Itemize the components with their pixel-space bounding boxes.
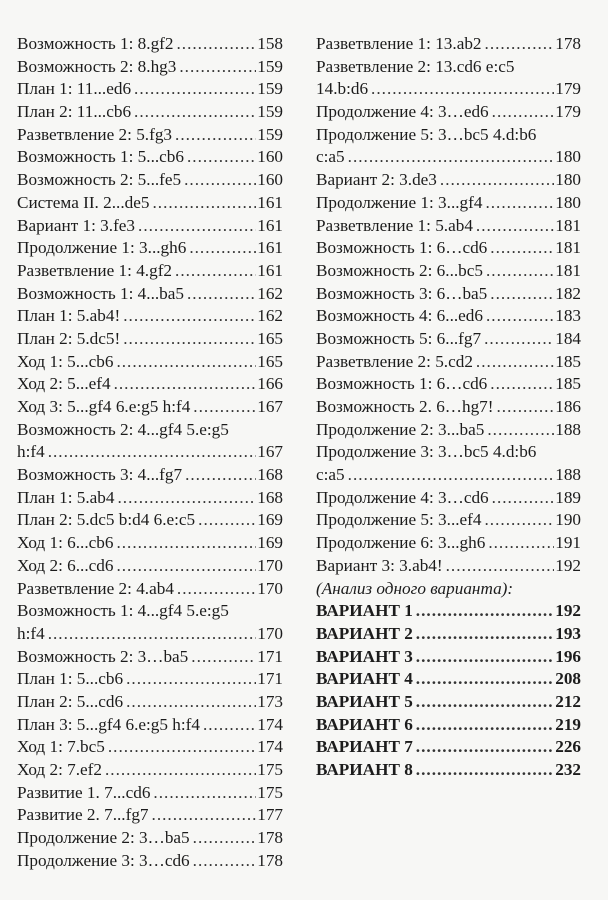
toc-entry <box>17 124 283 147</box>
toc-entry <box>316 714 581 737</box>
toc-entry <box>17 646 283 669</box>
toc-page-number: 158 <box>257 34 283 53</box>
toc-entry <box>316 101 581 124</box>
toc-entry <box>316 396 581 419</box>
toc-page-number: 160 <box>257 170 283 190</box>
dot-leader <box>114 373 257 396</box>
dot-leader <box>193 827 257 850</box>
dot-leader <box>116 555 256 578</box>
toc-page-number: 162 <box>257 283 283 303</box>
toc-entry <box>316 192 581 215</box>
dot-leader <box>177 578 256 601</box>
dot-leader <box>440 169 554 192</box>
dot-leader <box>416 600 554 623</box>
toc-entry <box>17 101 283 124</box>
toc-page-number: 174 <box>257 714 283 734</box>
toc-entry-title: ВАРИАНТ 1 <box>316 601 413 621</box>
toc-page-number: 182 <box>555 283 581 303</box>
toc-entry-title: Возможность 1: 8.gf2 <box>17 34 174 53</box>
toc-entry-title: Ход 2: 7.ef2 <box>17 760 102 779</box>
toc-page-number: 170 <box>257 555 283 575</box>
toc-entry-title: Вариант 3: 3.ab4! <box>316 555 443 575</box>
toc-entry <box>316 487 581 510</box>
toc-entry <box>17 146 283 169</box>
dot-leader <box>446 555 555 578</box>
toc-entry <box>17 736 283 759</box>
toc-entry-title: Возможность 1: 4...ba5 <box>17 283 184 303</box>
toc-entry-title: Возможность 2: 4...gf4 5.e:g5 <box>17 419 229 439</box>
toc-page-number: 208 <box>555 669 581 689</box>
toc-entry-title: Развитие 2. 7...fg7 <box>17 805 149 825</box>
toc-page-number: 167 <box>257 397 283 416</box>
toc-entry-title: План 1: 5.ab4! <box>17 306 121 326</box>
dot-leader <box>191 646 256 669</box>
toc-entry-title: Продолжение 4: 3…ed6 <box>316 102 489 122</box>
toc-page-number: 165 <box>257 328 283 348</box>
toc-entry-line <box>316 124 581 147</box>
dot-leader <box>118 487 257 510</box>
toc-entry <box>17 691 283 714</box>
toc-page-number: 178 <box>257 828 283 848</box>
toc-entry <box>17 623 283 646</box>
toc-entry-title: Возможность 4: 6...ed6 <box>316 306 483 326</box>
toc-right-column <box>316 33 581 782</box>
toc-entry <box>316 78 581 101</box>
toc-page-number: 175 <box>257 782 283 802</box>
toc-entry <box>17 759 283 782</box>
toc-entry-line <box>316 56 581 79</box>
toc-entry-title: ВАРИАНТ 7 <box>316 737 413 757</box>
dot-leader <box>193 850 257 873</box>
toc-entry-title: ВАРИАНТ 3 <box>316 646 413 666</box>
toc-entry-title: ВАРИАНТ 4 <box>316 669 413 689</box>
toc-page-number: 161 <box>257 192 283 212</box>
toc-page-number: 169 <box>257 533 283 553</box>
dot-leader <box>187 146 256 169</box>
toc-page-number: 189 <box>555 487 581 507</box>
dot-leader <box>123 305 256 328</box>
toc-entry-title: (Анализ одного варианта): <box>316 578 514 598</box>
toc-page-number: 179 <box>555 79 581 99</box>
dot-leader <box>123 328 256 351</box>
toc-entry <box>17 215 283 238</box>
toc-entry <box>316 283 581 306</box>
toc-entry <box>17 827 283 850</box>
dot-leader <box>203 714 256 737</box>
toc-entry-title: c:a5 <box>316 147 345 167</box>
dot-leader <box>485 192 554 215</box>
dot-leader <box>486 305 554 328</box>
toc-entry <box>17 487 283 510</box>
toc-entry <box>316 169 581 192</box>
dot-leader <box>484 328 554 351</box>
toc-entry-title: Ход 2: 5...ef4 <box>17 374 111 394</box>
toc-entry-title: Продолжение 6: 3...gh6 <box>316 533 486 553</box>
toc-page-number: 192 <box>555 601 581 621</box>
toc-entry-title: Продолжение 4: 3…cd6 <box>316 487 489 507</box>
toc-page-number: 165 <box>257 351 283 371</box>
dot-leader <box>348 464 555 487</box>
dot-leader <box>487 419 554 442</box>
dot-leader <box>152 804 257 827</box>
toc-entry <box>316 623 581 646</box>
toc-entry-title: ВАРИАНТ 5 <box>316 691 413 711</box>
toc-page-number: 232 <box>555 760 581 779</box>
toc-page-number: 184 <box>555 328 581 348</box>
toc-entry <box>17 192 283 215</box>
toc-entry-title: Система II. 2...de5 <box>17 192 150 212</box>
dot-leader <box>175 260 256 283</box>
toc-page-number: 170 <box>257 623 283 643</box>
toc-page-number: 167 <box>257 442 283 462</box>
dot-leader <box>175 124 256 147</box>
toc-page-number: 181 <box>555 260 581 280</box>
toc-entry-title: c:a5 <box>316 465 345 485</box>
dot-leader <box>152 192 256 215</box>
toc-page-number: 183 <box>555 306 581 326</box>
toc-entry <box>316 668 581 691</box>
toc-entry-title: Возможность 1: 6…cd6 <box>316 374 488 394</box>
toc-entry <box>17 328 283 351</box>
toc-page-number: 161 <box>257 260 283 280</box>
toc-page-number: 179 <box>555 102 581 122</box>
toc-entry-line <box>17 600 283 623</box>
toc-page-number: 188 <box>555 419 581 439</box>
toc-page-number: 196 <box>555 646 581 666</box>
toc-entry-title: h:f4 <box>17 623 45 643</box>
dot-leader <box>485 33 555 56</box>
toc-entry <box>17 441 283 464</box>
toc-entry-title: ВАРИАНТ 2 <box>316 623 413 643</box>
toc-entry <box>316 351 581 374</box>
toc-entry-title: Развитие 1. 7...cd6 <box>17 782 151 802</box>
toc-page-number: 192 <box>555 555 581 575</box>
dot-leader <box>48 623 257 646</box>
toc-entry <box>17 169 283 192</box>
toc-page-number: 177 <box>257 805 283 825</box>
dot-leader <box>497 396 555 419</box>
toc-page-number: 159 <box>257 124 283 144</box>
dot-leader <box>486 260 554 283</box>
toc-entry-title: Разветвление 2: 4.ab4 <box>17 578 174 598</box>
toc-entry-title: Возможность 5: 6...fg7 <box>316 328 482 348</box>
toc-entry <box>17 56 283 79</box>
toc-entry-title: Возможность 3: 6…ba5 <box>316 283 488 303</box>
dot-leader <box>416 759 554 782</box>
dot-leader <box>492 101 555 124</box>
toc-entry-line <box>316 578 581 601</box>
toc-page-number: 180 <box>555 147 581 167</box>
toc-entry <box>17 396 283 419</box>
toc-page-number: 171 <box>257 646 283 666</box>
toc-page-number: 170 <box>257 578 283 598</box>
toc-page-number: 226 <box>555 737 581 757</box>
dot-leader <box>490 373 554 396</box>
toc-page-number: 161 <box>257 238 283 258</box>
toc-entry-title: План 1: 5...cb6 <box>17 669 124 689</box>
toc-page-number: 178 <box>555 34 581 53</box>
toc-page-number: 162 <box>257 306 283 326</box>
dot-leader <box>176 33 256 56</box>
toc-page-number: 175 <box>257 760 283 779</box>
toc-page-number: 174 <box>257 737 283 757</box>
toc-entry <box>316 464 581 487</box>
toc-page-number: 180 <box>555 192 581 212</box>
dot-leader <box>48 441 257 464</box>
toc-page-number: 169 <box>257 510 283 530</box>
toc-page-number: 181 <box>555 215 581 235</box>
dot-leader <box>492 487 555 510</box>
dot-leader <box>189 237 256 260</box>
dot-leader <box>348 146 555 169</box>
toc-page-number: 161 <box>257 215 283 235</box>
toc-entry-title: Разветвление 2: 5.cd2 <box>316 351 473 371</box>
dot-leader <box>116 351 256 374</box>
toc-entry-title: План 2: 11...cb6 <box>17 102 132 122</box>
toc-entry <box>17 850 283 873</box>
toc-page-number: 191 <box>555 533 581 553</box>
toc-page-number: 168 <box>257 487 283 507</box>
toc-entry <box>17 532 283 555</box>
dot-leader <box>187 283 256 306</box>
toc-entry <box>17 578 283 601</box>
toc-page-number: 168 <box>257 465 283 485</box>
toc-entry <box>17 555 283 578</box>
toc-entry-title: Возможность 3: 4...fg7 <box>17 465 183 485</box>
toc-page-number: 178 <box>257 850 283 870</box>
toc-entry <box>316 33 581 56</box>
toc-entry-title: План 3: 5...gf4 6.e:g5 h:f4 <box>17 714 200 734</box>
toc-page-number: 159 <box>257 56 283 76</box>
dot-leader <box>416 691 554 714</box>
dot-leader <box>116 532 256 555</box>
toc-entry <box>17 668 283 691</box>
toc-page-number: 171 <box>257 669 283 689</box>
toc-entry <box>17 33 283 56</box>
toc-entry-title: План 1: 5.ab4 <box>17 487 115 507</box>
toc-entry-title: Ход 3: 5...gf4 6.e:g5 h:f4 <box>17 397 191 416</box>
toc-entry-title: Продолжение 5: 3…bc5 4.d:b6 <box>316 124 537 144</box>
toc-entry-title: План 2: 5.dc5! <box>17 328 121 348</box>
toc-entry <box>17 714 283 737</box>
toc-entry <box>316 691 581 714</box>
toc-entry <box>316 260 581 283</box>
toc-entry-title: Возможность 1: 5...cb6 <box>17 147 184 167</box>
dot-leader <box>476 351 554 374</box>
dot-leader <box>126 668 256 691</box>
toc-entry-line <box>17 419 283 442</box>
toc-entry-title: Возможность 2: 5...fe5 <box>17 170 182 190</box>
toc-entry-title: Разветвление 1: 4.gf2 <box>17 260 173 280</box>
toc-page-number: 180 <box>555 170 581 190</box>
dot-leader <box>416 668 554 691</box>
toc-entry-title: Разветвление 1: 5.ab4 <box>316 215 473 235</box>
toc-entry <box>316 555 581 578</box>
dot-leader <box>490 237 554 260</box>
toc-entry-title: Продолжение 5: 3...ef4 <box>316 510 482 530</box>
toc-page-number: 212 <box>555 691 581 711</box>
toc-page-number: 193 <box>555 623 581 643</box>
toc-entry <box>316 305 581 328</box>
dot-leader <box>416 736 554 759</box>
toc-entry <box>17 305 283 328</box>
toc-entry <box>316 419 581 442</box>
toc-entry <box>316 215 581 238</box>
toc-page-number: 160 <box>257 147 283 167</box>
toc-entry-title: Продолжение 2: 3...ba5 <box>316 419 485 439</box>
toc-entry <box>17 351 283 374</box>
dot-leader <box>108 736 256 759</box>
dot-leader <box>476 215 554 238</box>
toc-entry-title: Ход 1: 5...cb6 <box>17 351 114 371</box>
toc-entry-line <box>316 441 581 464</box>
toc-entry-title: Возможность 2: 8.hg3 <box>17 56 177 76</box>
toc-page-number: 185 <box>555 351 581 371</box>
toc-page-number: 159 <box>257 79 283 99</box>
toc-page-number: 186 <box>555 397 581 416</box>
toc-left-column <box>17 33 283 872</box>
toc-entry-title: План 1: 11...ed6 <box>17 79 132 99</box>
toc-entry-title: 14.b:d6 <box>316 79 369 99</box>
toc-entry-title: Возможность 1: 6…cd6 <box>316 238 488 258</box>
toc-entry <box>316 373 581 396</box>
toc-entry-title: Продолжение 1: 3...gf4 <box>316 192 483 212</box>
dot-leader <box>105 759 256 782</box>
toc-entry-title: Ход 1: 7.bc5 <box>17 737 105 757</box>
toc-page-number: 181 <box>555 238 581 258</box>
toc-entry-title: Продолжение 3: 3…cd6 <box>17 850 190 870</box>
toc-entry <box>316 146 581 169</box>
toc-page-number: 185 <box>555 374 581 394</box>
toc-entry <box>17 464 283 487</box>
toc-entry-title: План 2: 5.dc5 b:d4 6.e:c5 <box>17 510 196 530</box>
toc-entry <box>316 600 581 623</box>
toc-entry-title: Ход 1: 6...cb6 <box>17 533 114 553</box>
dot-leader <box>416 714 554 737</box>
dot-leader <box>488 532 554 555</box>
toc-entry-title: Возможность 1: 4...gf4 5.e:g5 <box>17 601 229 621</box>
dot-leader <box>490 283 554 306</box>
toc-entry-title: ВАРИАНТ 6 <box>316 714 413 734</box>
toc-entry <box>316 759 581 782</box>
toc-entry <box>17 237 283 260</box>
toc-page-number: 173 <box>257 691 283 711</box>
toc-entry-title: Продолжение 3: 3…bc5 4.d:b6 <box>316 442 537 462</box>
toc-entry <box>17 782 283 805</box>
toc-entry-title: Разветвление 2: 13.cd6 e:c5 <box>316 56 515 76</box>
toc-page-number: 190 <box>555 510 581 530</box>
toc-page-number: 219 <box>555 714 581 734</box>
dot-leader <box>134 101 256 124</box>
dot-leader <box>185 464 256 487</box>
toc-page-number: 188 <box>555 465 581 485</box>
toc-entry-title: ВАРИАНТ 8 <box>316 760 413 779</box>
toc-entry <box>17 804 283 827</box>
toc-entry-title: Вариант 1: 3.fe3 <box>17 215 136 235</box>
toc-entry <box>17 283 283 306</box>
toc-entry-title: h:f4 <box>17 442 45 462</box>
toc-entry <box>316 237 581 260</box>
toc-entry <box>17 260 283 283</box>
dot-leader <box>134 78 256 101</box>
toc-entry-title: Продолжение 2: 3…ba5 <box>17 828 190 848</box>
toc-entry <box>316 328 581 351</box>
dot-leader <box>416 646 554 669</box>
toc-entry <box>17 509 283 532</box>
toc-entry-title: Возможность 2. 6…hg7! <box>316 397 494 416</box>
toc-entry-title: Возможность 2: 6...bc5 <box>316 260 483 280</box>
toc-entry-title: Вариант 2: 3.de3 <box>316 170 437 190</box>
dot-leader <box>184 169 256 192</box>
dot-leader <box>153 782 256 805</box>
dot-leader <box>371 78 554 101</box>
toc-entry <box>316 532 581 555</box>
dot-leader <box>198 509 256 532</box>
toc-entry-title: Ход 2: 6...cd6 <box>17 555 114 575</box>
toc-page-number: 166 <box>257 374 283 394</box>
toc-entry-title: Разветвление 1: 13.ab2 <box>316 34 482 53</box>
dot-leader <box>138 215 256 238</box>
dot-leader <box>416 623 554 646</box>
dot-leader <box>485 509 555 532</box>
toc-entry-title: Возможность 2: 3…ba5 <box>17 646 189 666</box>
toc-entry-title: Продолжение 1: 3...gh6 <box>17 238 187 258</box>
dot-leader <box>193 396 256 419</box>
toc-entry <box>17 78 283 101</box>
toc-entry-title: Разветвление 2: 5.fg3 <box>17 124 173 144</box>
dot-leader <box>126 691 256 714</box>
toc-entry <box>316 646 581 669</box>
toc-entry-title: План 2: 5...cd6 <box>17 691 124 711</box>
toc-entry <box>316 736 581 759</box>
dot-leader <box>179 56 256 79</box>
toc-entry <box>17 373 283 396</box>
toc-entry <box>316 509 581 532</box>
toc-page-number: 159 <box>257 102 283 122</box>
